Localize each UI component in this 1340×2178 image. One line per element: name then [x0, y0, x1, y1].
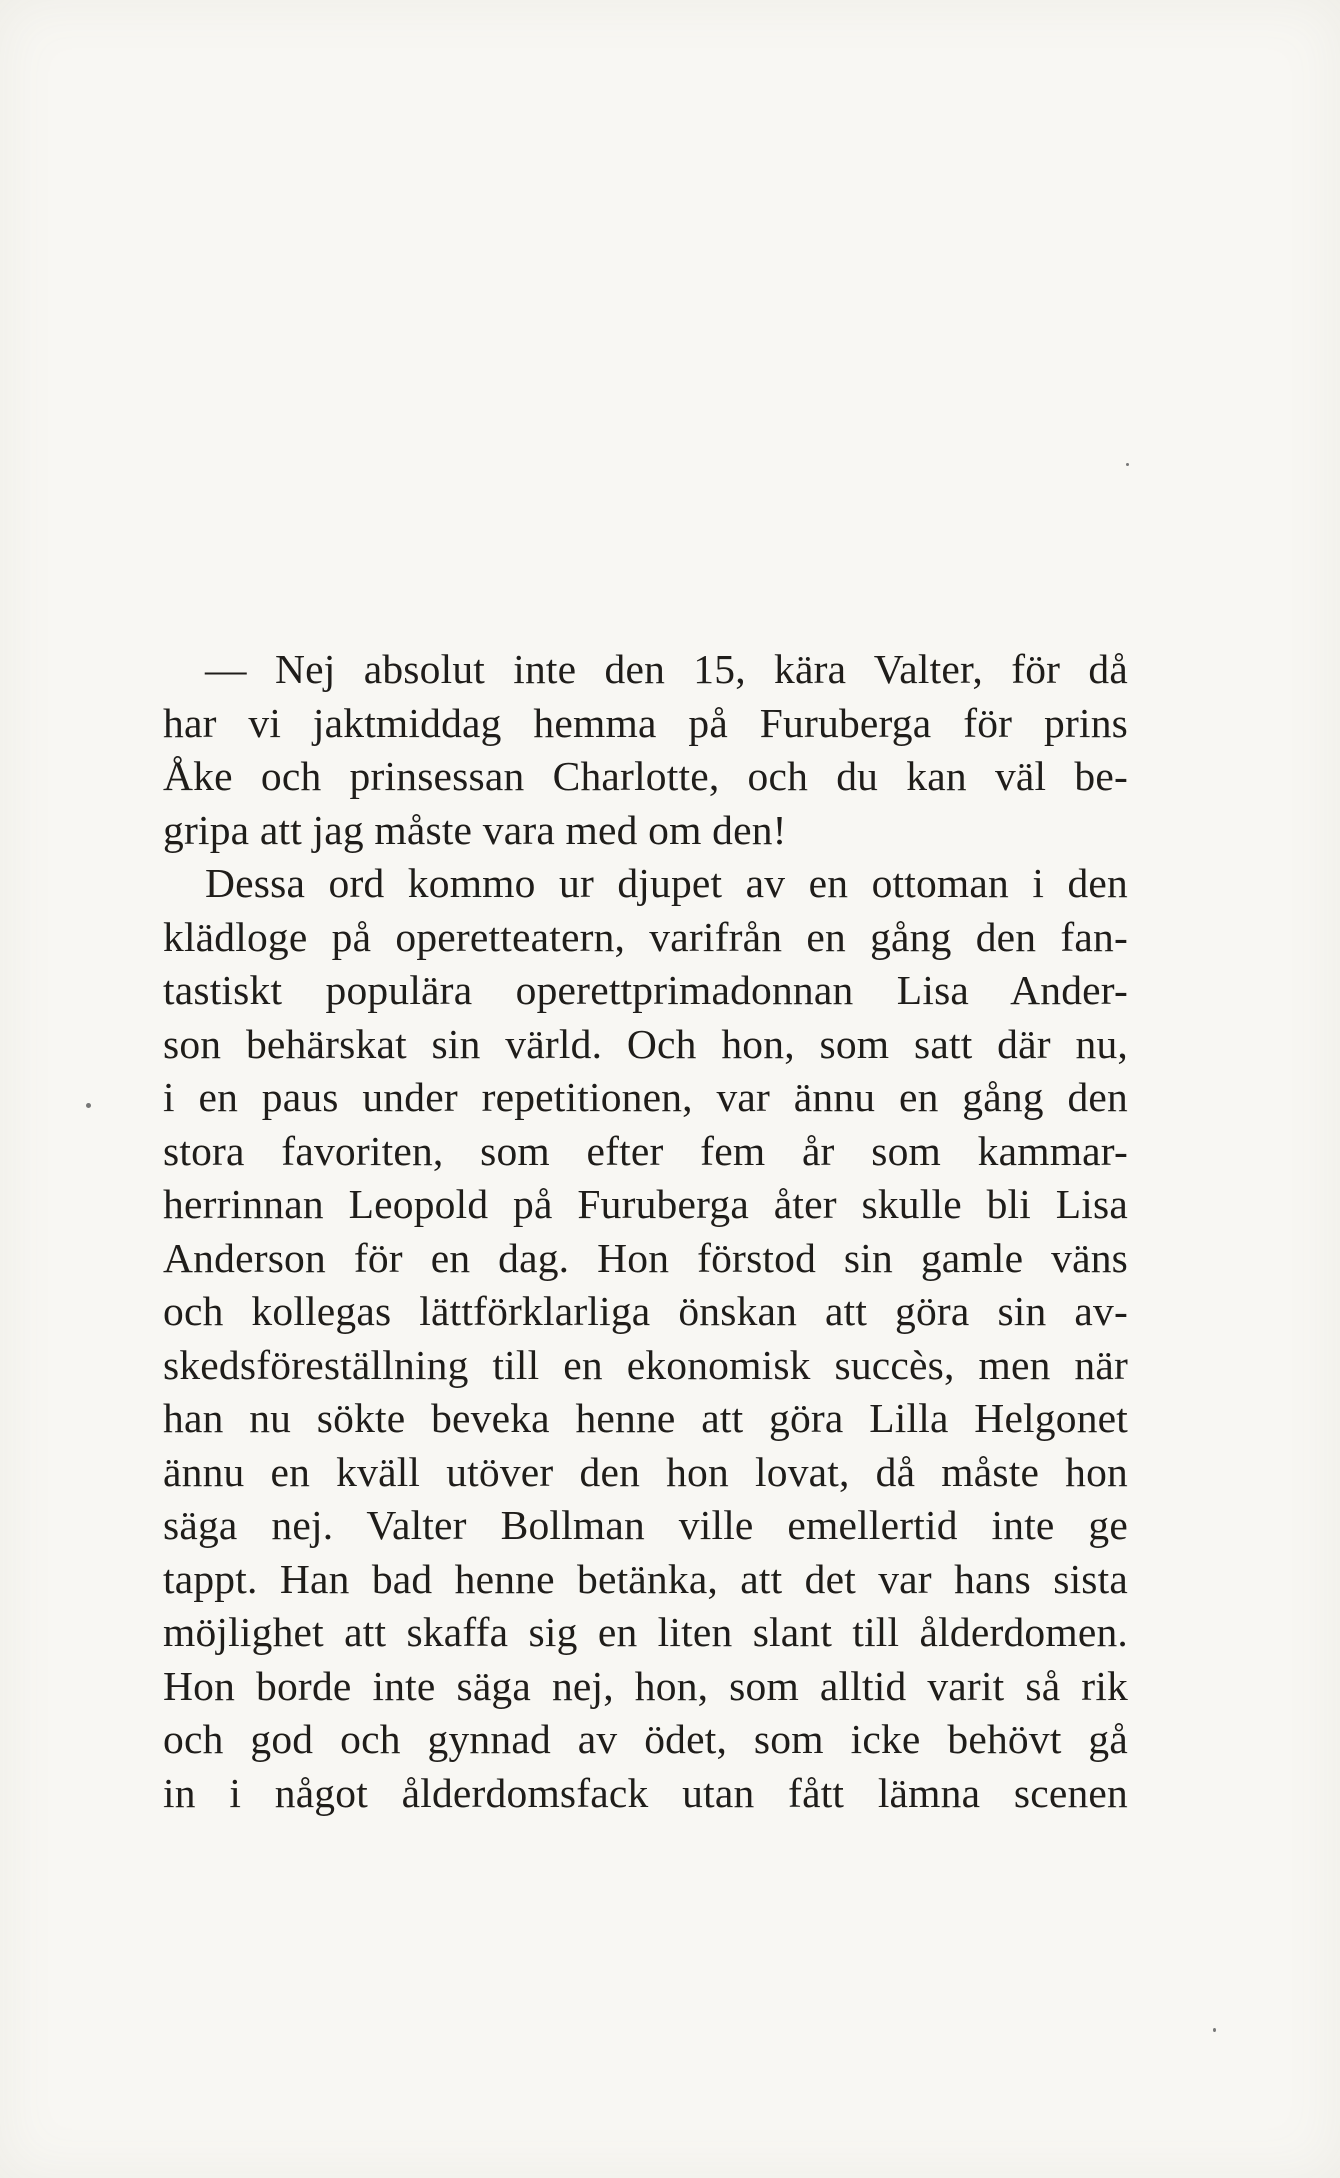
paper-speck: [1126, 463, 1129, 466]
text-line: i en paus under repetitionen, var ännu en gång den: [163, 1074, 1128, 1120]
text-line: klädloge på operetteatern, varifrån en gång den fan-: [163, 913, 1128, 960]
text-line: säga nej. Valter Bollman ville emellertid inte ge: [163, 1502, 1128, 1548]
text-line: Anderson för en dag. Hon förstod sin gamle väns: [163, 1234, 1128, 1281]
page-body-text: [163, 643, 1128, 1820]
text-line: och god och gynnad av ödet, som icke behövt gå: [163, 1716, 1128, 1762]
text-line: och kollegas lättförklarliga önskan att göra sin av-: [163, 1288, 1128, 1334]
text-line: tastiskt populära operettprimadonnan Lisa Ander-: [163, 967, 1128, 1013]
text-line: gripa att jag måste vara med om den!: [163, 806, 787, 853]
text-line: har vi jaktmiddag hemma på Furuberga för prins: [163, 699, 1128, 746]
text-line: — Nej absolut inte den 15, kära Valter, för då: [205, 646, 1128, 692]
text-line: Hon borde inte säga nej, hon, som alltid varit så rik: [163, 1662, 1128, 1709]
text-line: Åke och prinsessan Charlotte, och du kan väl be-: [163, 753, 1128, 799]
text-line: ännu en kväll utöver den hon lovat, då måste hon: [163, 1448, 1128, 1495]
text-line: han nu sökte beveka henne att göra Lilla Helgonet: [163, 1395, 1128, 1441]
paper-speck: [86, 1103, 91, 1108]
text-line: herrinnan Leopold på Furuberga åter skulle bli Lisa: [163, 1181, 1128, 1227]
text-line: stora favoriten, som efter fem år som kammar-: [163, 1127, 1128, 1174]
paper-speck: [1213, 2028, 1216, 2032]
text-line: son behärskat sin värld. Och hon, som satt där nu,: [163, 1020, 1128, 1067]
text-line: tappt. Han bad henne betänka, att det var hans sista: [163, 1555, 1128, 1602]
text-line: skedsföreställning till en ekonomisk succès, men när: [163, 1341, 1128, 1388]
text-line: möjlighet att skaffa sig en liten slant till ålderdomen.: [163, 1609, 1128, 1655]
text-line: in i något ålderdomsfack utan fått lämna scenen: [163, 1769, 1128, 1816]
text-line: Dessa ord kommo ur djupet av en ottoman i den: [205, 860, 1128, 906]
